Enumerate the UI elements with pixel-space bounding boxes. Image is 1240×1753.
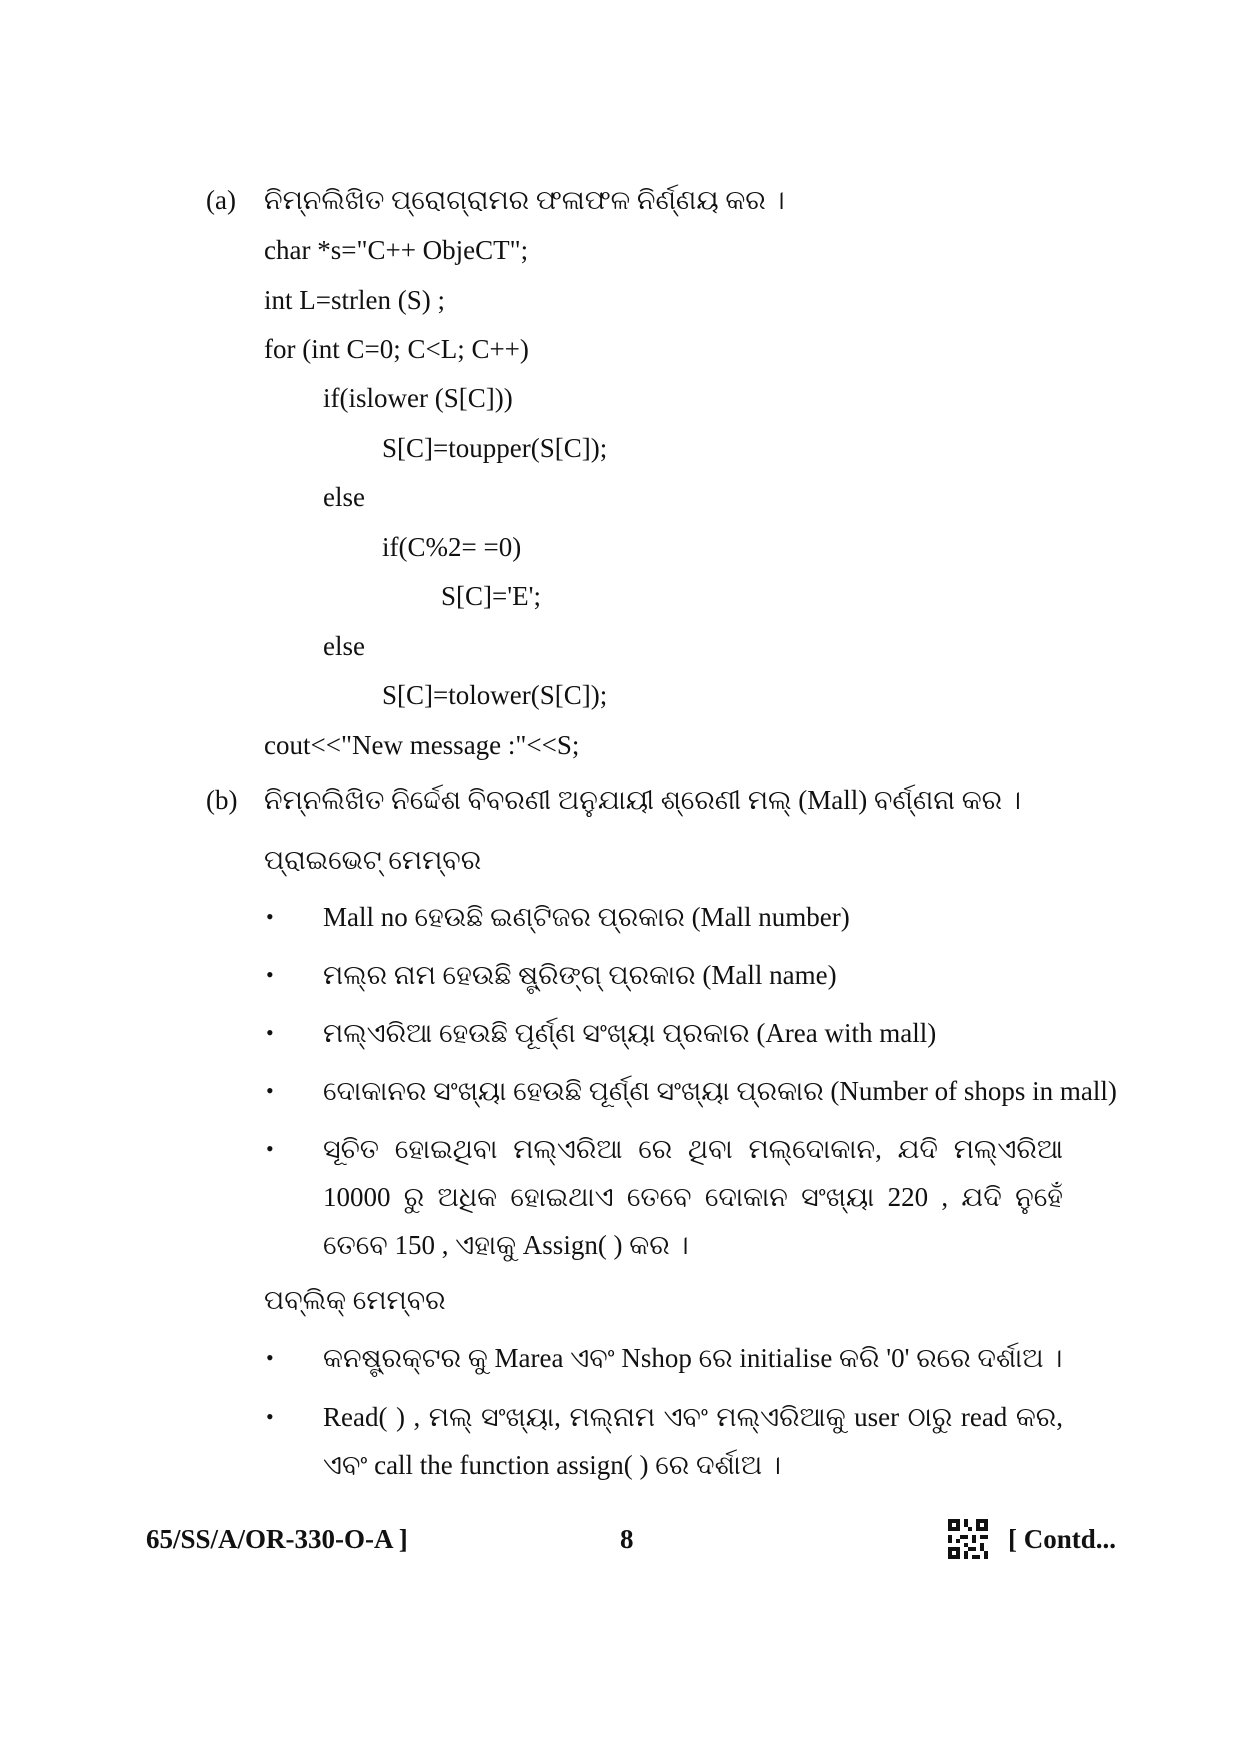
bullet-marker: • (266, 1020, 274, 1045)
bullet-marker: • (266, 962, 274, 987)
code-line-6: else (323, 482, 365, 512)
bullet-marker: • (266, 1345, 274, 1370)
private-item-5: ସୂଚିତ ହୋଇଥିବା ମଲ୍‌ଏରିଆ ରେ ଥିବା ମଲ୍‌ଦୋକାନ, ଯଦି ମଲ୍‌ଏରିଆ 10000 ରୁ ଅଧିକ ହୋଇଥାଏ ତେବେ ଦୋକାନ ସଂଖ୍ୟା 220 , ଯଦି ନୁହେଁ ତେବେ 150 , ଏହାକୁ Assign( ) କର । (323, 1134, 1063, 1260)
private-members-heading: ପ୍ରାଇଭେଟ୍ ମେମ୍ବର (264, 845, 482, 875)
continued-label: [ Contd... (1008, 1524, 1117, 1554)
question-a-instruction: ନିମ୍ନଲିଖିତ ପ୍ରୋଗ୍ରାମର ଫଳାଫଳ ନିର୍ଣ୍ଣୟ କର । (264, 185, 785, 215)
code-line-1: char *s="C++ ObjeCT"; (264, 235, 529, 265)
public-item-1: କନଷ୍ଟ୍ରକ୍ଟର କୁ Marea ଏବଂ Nshop ରେ initialise କରି '0' ରରେ ଦର୍ଶାଅ । (323, 1343, 1063, 1373)
paper-code: 65/SS/A/OR-330-O-A ] (146, 1524, 408, 1554)
private-item-1: Mall no ହେଉଛି ଇଣ୍ଟିଜର ପ୍ରକାର (Mall number) (323, 902, 850, 932)
code-line-8: S[C]='E'; (441, 581, 541, 611)
bullet-marker: • (266, 1136, 274, 1161)
qr-code-icon (948, 1519, 988, 1559)
public-item-2: Read( ) , ମଲ୍ ସଂଖ୍ୟା, ମଲ୍‌ନାମ ଏବଂ ମଲ୍‌ଏରିଆକୁ user ଠାରୁ read କର, ଏବଂ call the function assign( ) ରେ ଦର୍ଶାଅ । (323, 1402, 1063, 1480)
private-item-2: ମଲ୍‌ର ନାମ ହେଉଛି ଷ୍ଟ୍ରିଙ୍ଗ୍ ପ୍ରକାର (Mall name) (323, 960, 837, 990)
code-line-3: for (int C=0; C<L; C++) (264, 334, 529, 364)
code-line-5: S[C]=toupper(S[C]); (382, 433, 608, 463)
code-line-11: cout<<"New message :"<<S; (264, 730, 580, 760)
private-item-4: ଦୋକାନର ସଂଖ୍ୟା ହେଉଛି ପୂର୍ଣ୍ଣ ସଂଖ୍ୟା ପ୍ରକାର (Number of shops in mall) (323, 1076, 1117, 1106)
code-line-10: S[C]=tolower(S[C]); (382, 680, 608, 710)
question-b-label: (b) (206, 785, 238, 815)
private-item-3: ମଲ୍‌ଏରିଆ ହେଉଛି ପୂର୍ଣ୍ଣ ସଂଖ୍ୟା ପ୍ରକାର (Area with mall) (323, 1018, 937, 1048)
question-a-label: (a) (206, 185, 236, 215)
code-line-9: else (323, 631, 365, 661)
page-number: 8 (620, 1524, 634, 1554)
bullet-marker: • (266, 1078, 274, 1103)
code-line-2: int L=strlen (S) ; (264, 285, 445, 315)
public-members-heading: ପବ୍ଲିକ୍ ମେମ୍ବର (264, 1285, 446, 1315)
bullet-marker: • (266, 1404, 274, 1429)
question-b-instruction: ନିମ୍ନଲିଖିତ ନିର୍ଦ୍ଦେଶ ବିବରଣୀ ଅନୁଯାୟୀ ଶ୍ରେଣୀ ମଲ୍ (Mall) ବର୍ଣ୍ଣନା କର । (264, 785, 1022, 815)
code-line-7: if(C%2= =0) (382, 532, 522, 562)
bullet-marker: • (266, 904, 274, 929)
code-line-4: if(islower (S[C])) (323, 383, 513, 413)
